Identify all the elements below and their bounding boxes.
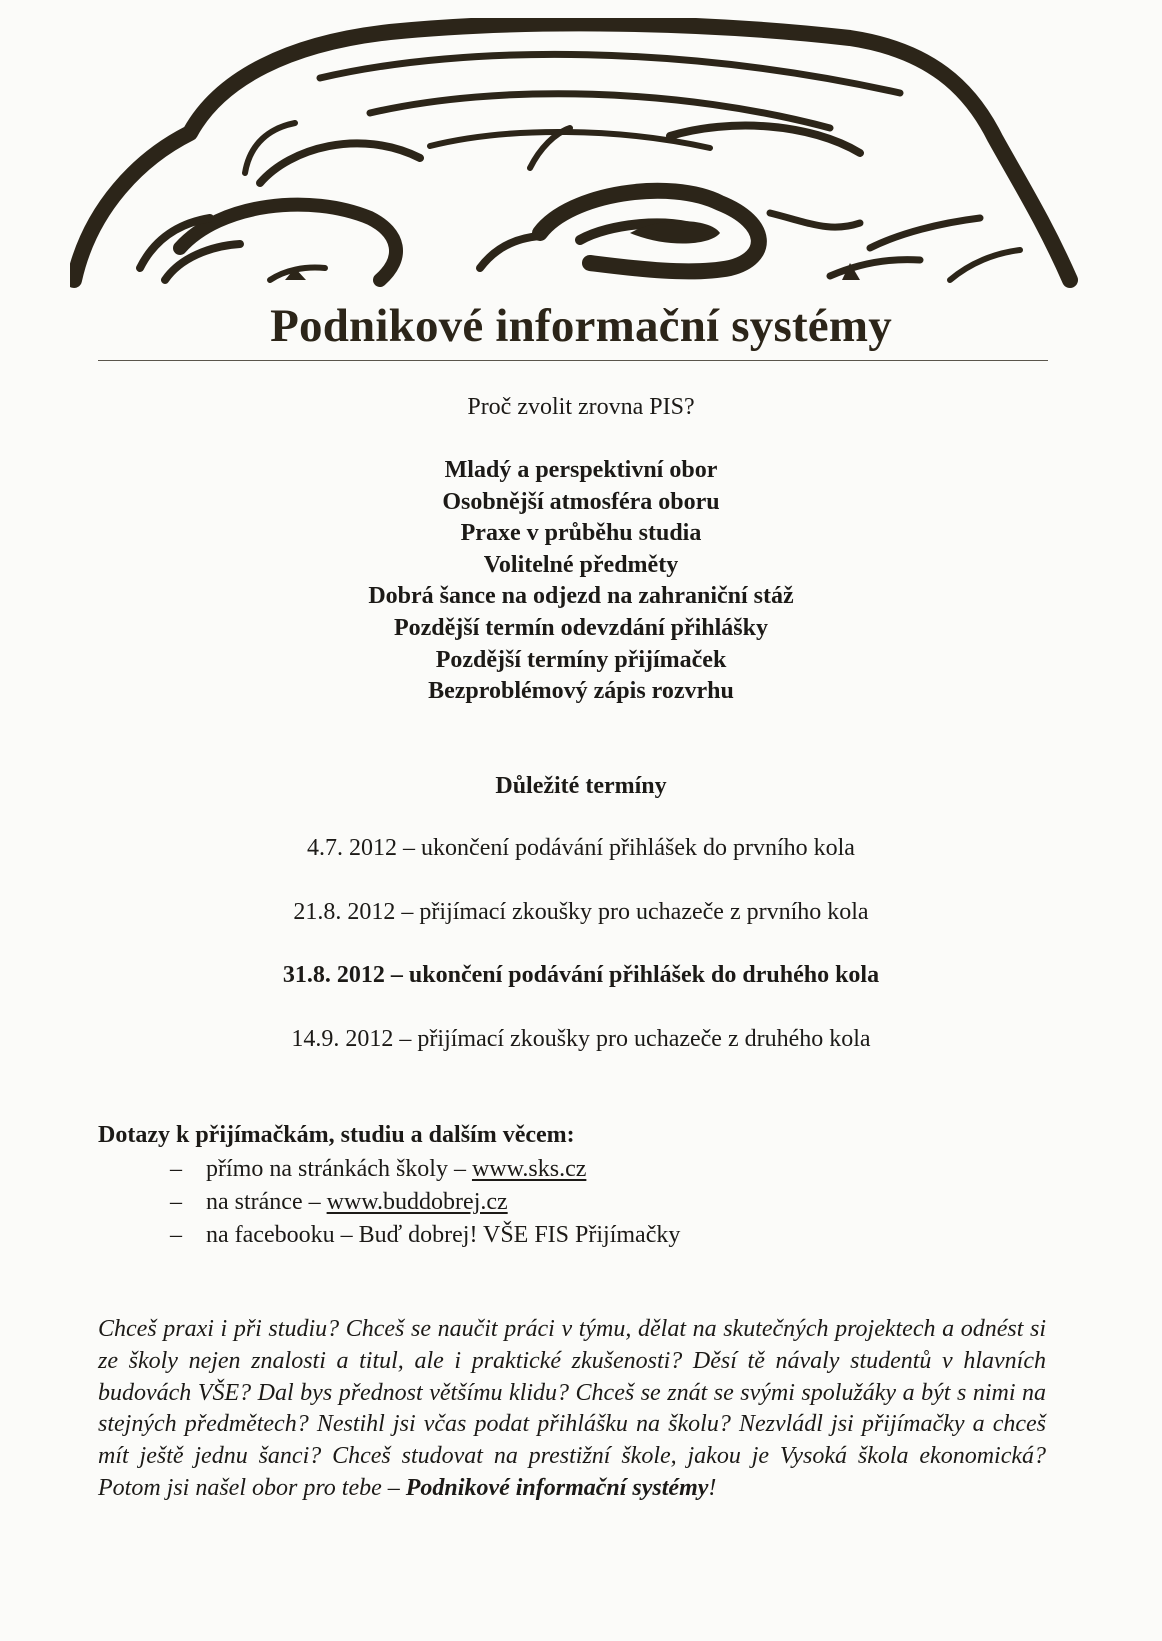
benefit-item: Mladý a perspektivní obor — [444, 457, 718, 483]
benefit-item: Pozdější termíny přijímaček — [435, 646, 727, 673]
contacts-list — [170, 1153, 680, 1252]
benefit-item: Osobnější atmosféra oboru — [442, 488, 720, 515]
contact-text: na facebooku – Buď dobrej! VŠE FIS Přijímačky — [206, 1222, 681, 1248]
list-dash: – — [170, 1156, 182, 1182]
title-divider — [98, 360, 1048, 361]
intro-question: Proč zvolit zrovna PIS? — [467, 394, 695, 420]
flyer-title: Podnikové informační systémy — [270, 300, 892, 352]
benefit-item: Pozdější termín odevzdání přihlášky — [393, 614, 768, 641]
buddobrej-website-link[interactable]: www.buddobrej.cz — [326, 1189, 508, 1215]
contact-text: přímo na stránkách školy – — [206, 1156, 472, 1182]
contact-item-school — [170, 1153, 680, 1186]
list-dash: – — [170, 1189, 182, 1215]
date-item: 14.9. 2012 – přijímací zkoušky pro uchazeče z druhého kola — [291, 1026, 871, 1052]
paragraph-emphasis: Podnikové informační systémy — [405, 1474, 709, 1501]
list-dash: – — [170, 1222, 182, 1248]
date-item: 4.7. 2012 – ukončení podávání přihlášek do prvního kola — [307, 835, 855, 861]
contact-item-web — [170, 1186, 680, 1219]
benefits-list — [0, 455, 1162, 708]
contact-text: na stránce – — [206, 1189, 327, 1215]
closing-paragraph — [98, 1314, 1046, 1505]
paragraph-end: ! — [708, 1474, 717, 1501]
date-item-highlighted: 31.8. 2012 – ukončení podávání přihlášek do druhého kola — [282, 962, 880, 988]
paragraph-text: Chceš praxi i při studiu? Chceš se naučit práci v týmu, dělat na skutečných projektech a odnést si ze školy nejen znalosti a titul, ale i praktické zkušenosti? Děsí tě návaly studentů v hlavních budovách VŠE? Dal bys přednost většímu klidu? Chceš se znát se svými spolužáky a být s nimi na stejných předmětech? Nestihl jsi včas podat přihlášku na školu? Nezvládl jsi přijímačky a chceš mít ještě jednu šanci? Chceš studovat na prestižní škole, jakou je Vysoká škola ekonomická? Potom jsi našel obor pro tebe – — [98, 1316, 1046, 1501]
contact-item-facebook — [170, 1219, 680, 1252]
benefit-item: Bezproblémový zápis rozvrhu — [428, 678, 734, 705]
benefit-item: Praxe v průběhu studia — [460, 520, 702, 547]
dates-heading: Důležité termíny — [495, 773, 667, 799]
date-item: 21.8. 2012 – přijímací zkoušky pro uchazeče z prvního kola — [293, 899, 869, 925]
school-website-link[interactable]: www.sks.cz — [471, 1156, 587, 1182]
benefit-item: Volitelné předměty — [483, 551, 679, 578]
troll-face-illustration — [70, 18, 1080, 298]
contacts-heading: Dotazy k přijímačkám, studiu a dalším věcem: — [98, 1122, 575, 1148]
benefit-item: Dobrá šance na odjezd na zahraniční stáž — [368, 583, 794, 610]
